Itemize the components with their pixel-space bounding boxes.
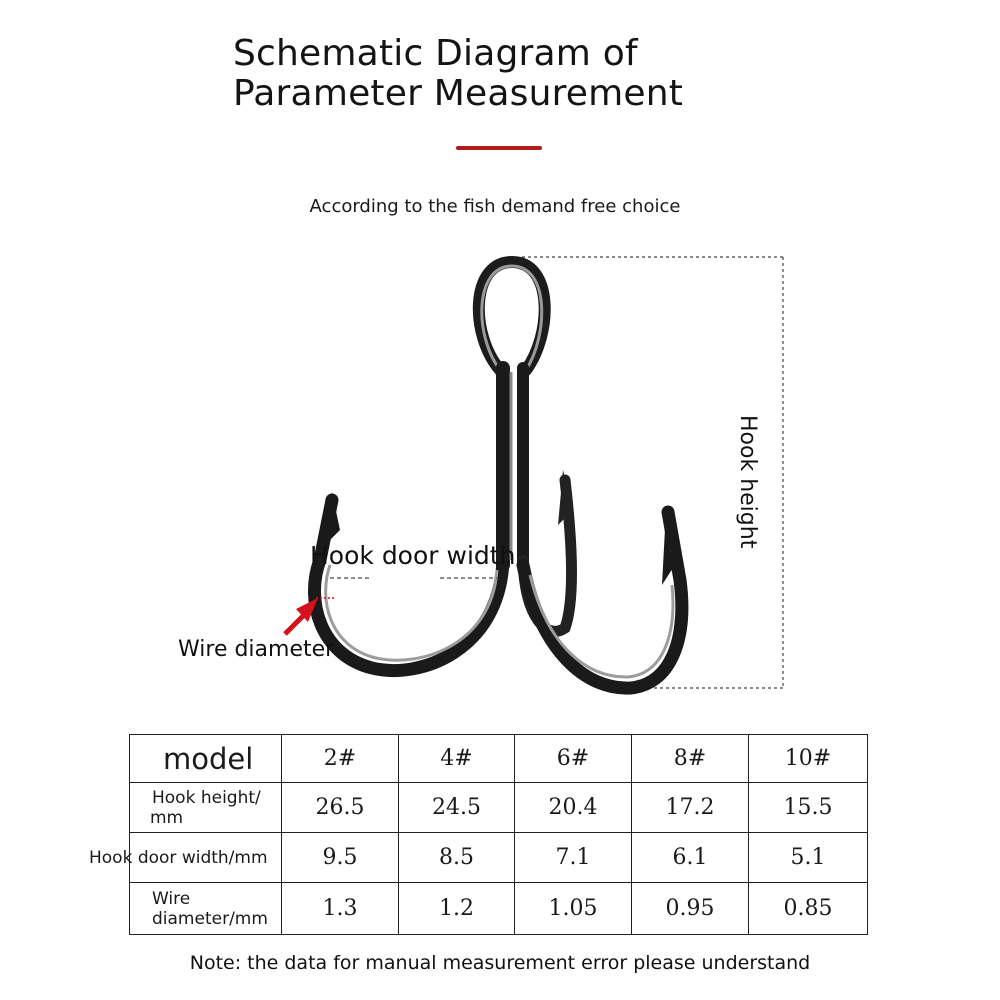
spec-table <box>89 734 868 935</box>
table-row <box>130 833 868 883</box>
table-cell: 7.1 <box>515 833 632 883</box>
title-line-2: Parameter Measurement <box>233 73 684 114</box>
table-cell: 1.3 <box>282 883 399 935</box>
hook-left-bend <box>314 492 503 671</box>
model-cell: 10# <box>749 735 868 783</box>
subtitle: According to the fish demand free choice <box>309 196 681 217</box>
wire-diameter-label: Wire diameter <box>178 637 335 662</box>
hook-door-width-label: Hook door width <box>310 541 516 570</box>
table-cell: 6.1 <box>632 833 749 883</box>
hook-right-bend <box>523 510 682 688</box>
row-label-wire-diameter <box>130 883 282 935</box>
title-line-1: Schematic Diagram of <box>233 33 638 74</box>
table-cell: 0.95 <box>632 883 749 935</box>
model-cell: 6# <box>515 735 632 783</box>
hook-height-label: Hook height <box>735 415 760 549</box>
table-header-row <box>130 735 868 783</box>
row-label-line: diameter/mm <box>152 908 268 929</box>
hook-shank <box>503 368 523 565</box>
table-cell: 1.2 <box>399 883 515 935</box>
row-label-hook-height <box>130 783 282 833</box>
table-row <box>130 783 868 833</box>
table-cell: 20.4 <box>515 783 632 833</box>
model-cell: 4# <box>399 735 515 783</box>
table-cell: 17.2 <box>632 783 749 833</box>
row-label-hook-door-width <box>89 833 282 883</box>
table-cell: 15.5 <box>749 783 868 833</box>
footnote: Note: the data for manual measurement error please understand <box>189 952 811 974</box>
table-row <box>130 883 868 935</box>
table-cell: 26.5 <box>282 783 399 833</box>
model-header: model <box>130 735 282 783</box>
row-label-text: Hook door width/mm <box>89 847 268 868</box>
model-cell: 2# <box>282 735 399 783</box>
table-cell: 5.1 <box>749 833 868 883</box>
table-cell: 0.85 <box>749 883 868 935</box>
model-cell: 8# <box>632 735 749 783</box>
table-cell: 1.05 <box>515 883 632 935</box>
table-cell: 24.5 <box>399 783 515 833</box>
row-label-line: Wire <box>152 888 191 909</box>
table-cell: 8.5 <box>399 833 515 883</box>
table-cell: 9.5 <box>282 833 399 883</box>
hook-eye <box>479 262 545 370</box>
row-label-line: mm <box>150 807 184 828</box>
row-label-line: Hook height/ <box>152 787 261 808</box>
